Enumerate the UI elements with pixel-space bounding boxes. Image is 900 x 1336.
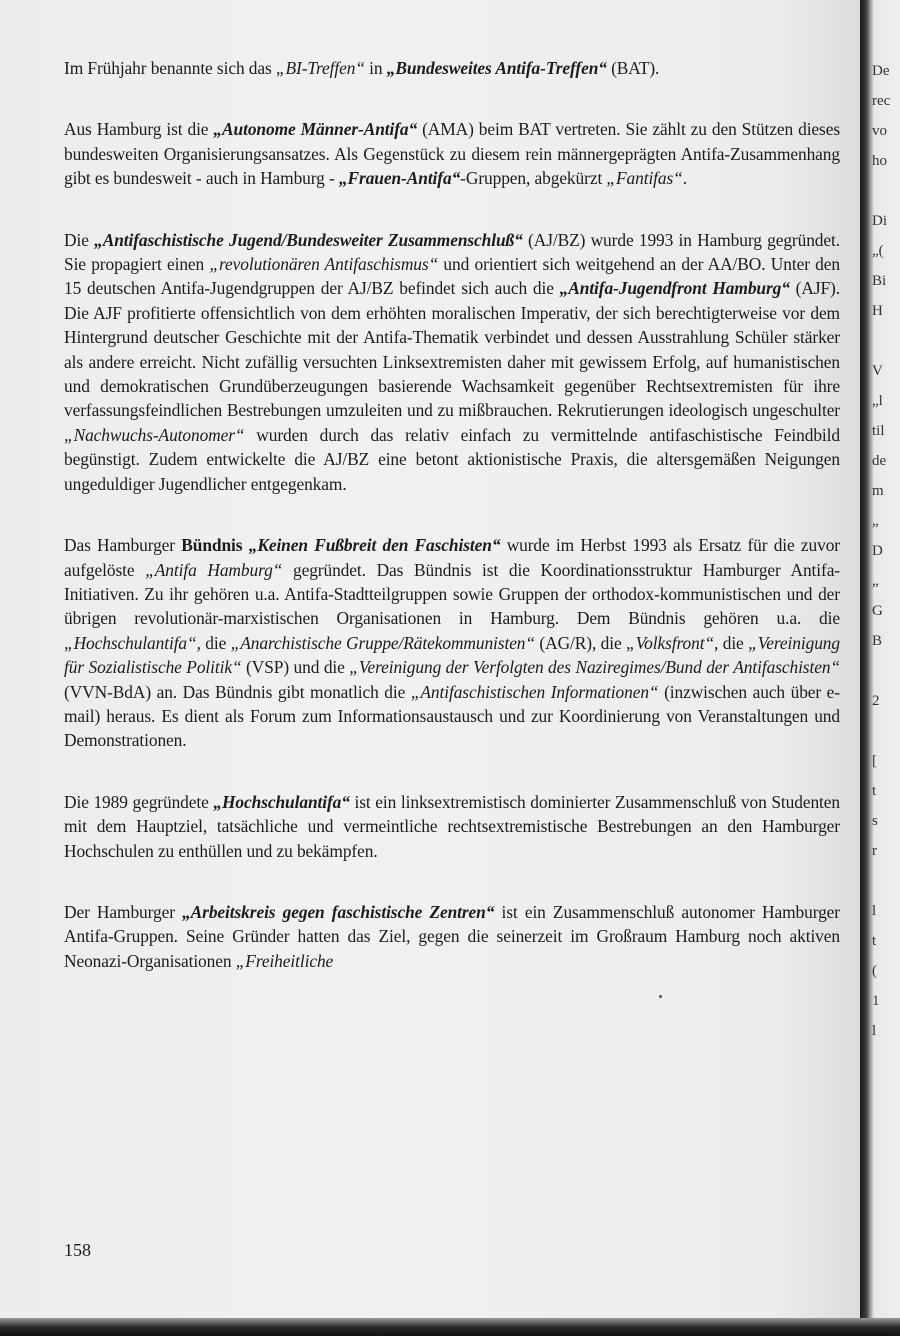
text-run: (AJ/BZ) wurde 1993 in Hamburg gegründet. Sie propagiert einen: [64, 229, 840, 275]
text-run: „Anarchistische Gruppe/Rätekommunisten“: [230, 632, 535, 653]
text-run: (AJF). Die AJF profitierte offensichtlich von dem erhöhten moralischen Imperativ, der sich berechtigterweise vor dem Hintergrund deutscher Geschichte mit der Antifa-Thematik verbindet und dessen Ausstrahlung Schüler stärker als andere erreicht. Nicht zufällig versuchten Linksextremisten daher mit gewissem Erfolg, auf humanistischen und demokratischen Grundüberzeugungen basierende Wachsamkeit gegenüber Rechtsextremisten für ihre verfassungsfeindlichen Bestrebungen umzuleiten und zu mißbrauchen. Rekrutierungen ideologisch ungeschulter: [64, 278, 841, 421]
adjacent-fragment: [: [872, 753, 877, 769]
text-run: „Hochschulantifa“: [213, 791, 350, 812]
text-run: (VVN-BdA) an. Das Bündnis gibt monatlich die: [64, 681, 411, 702]
adjacent-fragment: til: [872, 423, 885, 439]
adjacent-fragment: s: [872, 813, 878, 829]
adjacent-fragment: „l: [872, 393, 883, 409]
adjacent-fragment: l: [872, 903, 877, 919]
text-run: „Antifaschistische Jugend/Bundesweiter Zusammenschluß“: [94, 229, 523, 250]
text-run: „revolutionären Antifaschismus“: [209, 254, 439, 275]
text-run: Die: [64, 229, 95, 250]
adjacent-fragment: t: [872, 783, 877, 799]
text-run: „Nachwuchs-Autonomer“: [64, 424, 245, 445]
paragraph-hochschulantifa: [64, 790, 840, 863]
scan-bottom-edge: [0, 1318, 900, 1336]
text-run: (inzwischen auch über e-mail) heraus. Es dient als Forum zum Informationsaustausch und zur Koordinierung von Veranstaltungen und Demonstrationen.: [64, 681, 840, 751]
text-run: Bündnis: [181, 535, 249, 556]
text-run: Im Frühjahr benannte sich das: [64, 58, 276, 78]
adjacent-fragment: G: [872, 603, 883, 619]
text-run: „Antifa Hamburg“: [145, 559, 283, 580]
paragraph-buendnis: [64, 533, 840, 753]
adjacent-fragment: rec: [872, 93, 891, 109]
paragraph-ama: [64, 117, 840, 190]
text-run: „Hochschulantifa“: [64, 632, 197, 653]
adjacent-fragment: V: [872, 363, 883, 379]
text-run: wurden durch das relativ einfach zu vermittelnde antifaschistische Feindbild begünstigt. Zudem entwickelte die AJ/BZ eine betont aktionistische Praxis, die altersgemäßen Neigungen ungeduldiger Jugendlicher entgegenkam.: [64, 424, 840, 494]
text-run: -Gruppen, abgekürzt: [460, 168, 607, 189]
adjacent-fragment: t: [872, 933, 877, 949]
adjacent-fragment: [872, 720, 900, 750]
text-run: „Frauen-Antifa“: [338, 168, 461, 189]
adjacent-fragment: „: [872, 513, 879, 529]
adjacent-fragment: Bi: [872, 273, 887, 289]
text-run: wurde im Herbst 1993 als Ersatz für die zuvor aufgelöste: [64, 535, 841, 580]
print-speck: [659, 995, 662, 998]
paragraph-bat: [64, 56, 840, 80]
text-run: „Antifaschistischen Informationen“: [410, 681, 659, 702]
text-run: „Arbeitskreis gegen faschistische Zentren“: [182, 901, 495, 922]
text-run: Das Hamburger: [64, 535, 182, 556]
adjacent-fragment: vo: [872, 123, 887, 139]
text-run: (AG/R), die: [534, 632, 627, 653]
adjacent-fragment: [872, 330, 900, 360]
text-run: „Autonome Männer-Antifa“: [213, 119, 418, 140]
text-run: „Volksfront“: [626, 632, 715, 653]
adjacent-fragment: B: [872, 633, 883, 649]
adjacent-fragment: 2: [872, 693, 880, 709]
adjacent-fragment: [872, 180, 900, 210]
adjacent-fragment: ho: [872, 153, 887, 169]
adjacent-fragment: De: [872, 63, 890, 79]
text-run: „Fantifas“: [606, 168, 683, 189]
adjacent-fragment: l: [872, 1023, 877, 1039]
adjacent-fragment: 1: [872, 993, 880, 1009]
text-run: „BI-Treffen“: [275, 58, 365, 78]
adjacent-fragment: Di: [872, 213, 887, 229]
text-run: und orientiert sich weitgehend an der AA/BO. Unter den 15 deutschen Antifa-Jugendgruppen der AJ/BZ befindet sich auch die: [64, 254, 840, 299]
text-run: „Antifa-Jugendfront Hamburg“: [559, 278, 790, 299]
text-run: (BAT).: [606, 58, 660, 78]
text-run: „Vereinigung für Sozialistische Politik“: [64, 632, 840, 678]
paragraph-ajbz: [64, 228, 840, 496]
text-run: Aus Hamburg ist die: [64, 119, 214, 140]
text-run: Die 1989 gegründete: [64, 791, 214, 812]
adjacent-page-fragments: [872, 60, 900, 1050]
text-run: in: [364, 58, 387, 78]
text-run: (AMA) beim BAT vertreten. Sie zählt zu den Stützen dieses bundesweiten Organisierungsansatzes. Als Gegenstück zu diesem rein männergeprägten Antifa-Zusammenhang gibt es bundesweit - auch in Hamburg -: [64, 119, 841, 189]
adjacent-fragment: D: [872, 543, 883, 559]
text-run: (VSP) und die: [241, 657, 350, 678]
paragraph-arbeitskreis: [64, 900, 840, 973]
text-run: ist ein linksextremistisch dominierter Zusammenschluß von Studenten mit dem Hauptziel, tatsächliche und vermeintliche rechtsextremistische Bestrebungen an den Hamburger Hochschulen zu enthüllen und zu bekämpfen.: [64, 791, 840, 861]
adjacent-fragment: „: [872, 573, 879, 589]
adjacent-fragment: [872, 870, 900, 900]
adjacent-fragment: m: [872, 483, 884, 499]
adjacent-fragment: H: [872, 303, 883, 319]
adjacent-fragment: [872, 660, 900, 690]
text-run: ist ein Zusammenschluß autonomer Hamburger Antifa-Gruppen. Seine Gründer hatten das Ziel, gegen die seinerzeit im Großraum Hamburg noch aktiven Neonazi-Organisationen: [64, 901, 840, 971]
adjacent-fragment: de: [872, 453, 887, 469]
text-run: „Keinen Fußbreit den Faschisten“: [248, 535, 501, 556]
body-text: [64, 56, 840, 1010]
text-run: .: [682, 168, 687, 189]
text-run: gegründet. Das Bündnis ist die Koordinationsstruktur Hamburger Antifa-Initiativen. Zu ihr gehören u.a. Antifa-Stadtteilgruppen sowie Gruppen der orthodox-kommunistischen und der übrigen revolutionär-marxistischen Organisationen in Hamburg. Dem Bündnis gehören u.a. die: [64, 559, 841, 629]
text-run: „Freiheitliche: [235, 950, 334, 971]
adjacent-fragment: r: [872, 843, 877, 859]
text-run: , die: [196, 632, 231, 653]
text-run: „Bundesweites Antifa-Treffen“: [386, 58, 607, 78]
text-run: Der Hamburger: [64, 901, 183, 922]
adjacent-fragment: (: [872, 963, 877, 979]
text-run: , die: [714, 632, 749, 653]
text-run: „Vereinigung der Verfolgten des Naziregimes/Bund der Antifaschisten“: [349, 657, 840, 678]
adjacent-fragment: „(: [872, 243, 884, 259]
page-number: 158: [64, 1240, 91, 1260]
